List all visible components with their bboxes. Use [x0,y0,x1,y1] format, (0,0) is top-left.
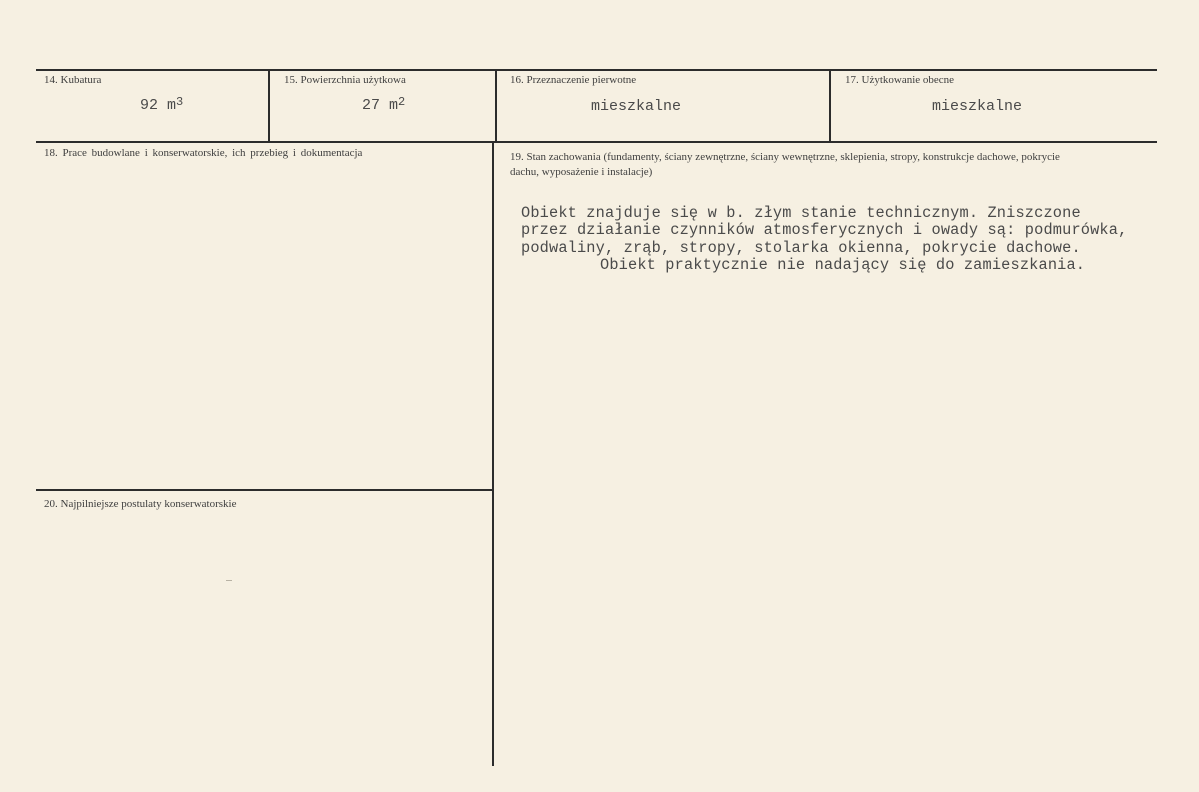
field-14-number: 92 m [140,97,177,114]
field-19-text-line-1: Obiekt znajduje się w b. złym stanie technicznym. Zniszczone [521,204,1081,222]
field-15-label: 15. Powierzchnia użytkowa [284,74,406,86]
field-15-exponent: 2 [398,95,406,109]
field-19-label: 19. Stan zachowania (fundamenty, ściany zewnętrzne, ściany wewnętrzne, sklepienia, stropy, konstrukcje dachowe, pokrycie dachu, wyposażenie i instalacje) [510,151,1060,178]
row1-bottom-rule [36,141,1157,143]
field-14-value [140,97,183,114]
divider-15-16 [495,70,497,142]
field-16-label: 16. Przeznaczenie pierwotne [510,74,637,86]
field-20-label: 20. Najpilniejsze postulaty konserwatorskie [44,498,237,510]
field-19-text-line-3: podwaliny, zrąb, stropy, stolarka okienna, pokrycie dachowe. [521,239,1081,257]
field-17-value: mieszkalne [932,98,1023,115]
divider-14-15 [268,70,270,142]
field-18-label: 18. Prace budowlane i konserwatorskie, ich przebieg i dokumentacja [44,147,363,159]
field-17-label: 17. Użytkowanie obecne [845,74,955,86]
paper-mark [226,580,232,581]
field-19-text-line-4: Obiekt praktycznie nie nadający się do zamieszkania. [600,256,1086,274]
center-divider [492,142,494,766]
field-14-label: 14. Kubatura [44,74,102,86]
section18-bottom-rule [36,489,492,491]
field-19-text-line-2: przez działanie czynników atmosferycznych i owady są: podmurówka, [521,221,1128,239]
divider-16-17 [829,70,831,142]
field-16-value: mieszkalne [591,98,682,115]
top-rule [36,69,1157,71]
field-15-value [362,97,405,114]
field-14-exponent: 3 [176,95,184,109]
field-15-number: 27 m [362,97,399,114]
